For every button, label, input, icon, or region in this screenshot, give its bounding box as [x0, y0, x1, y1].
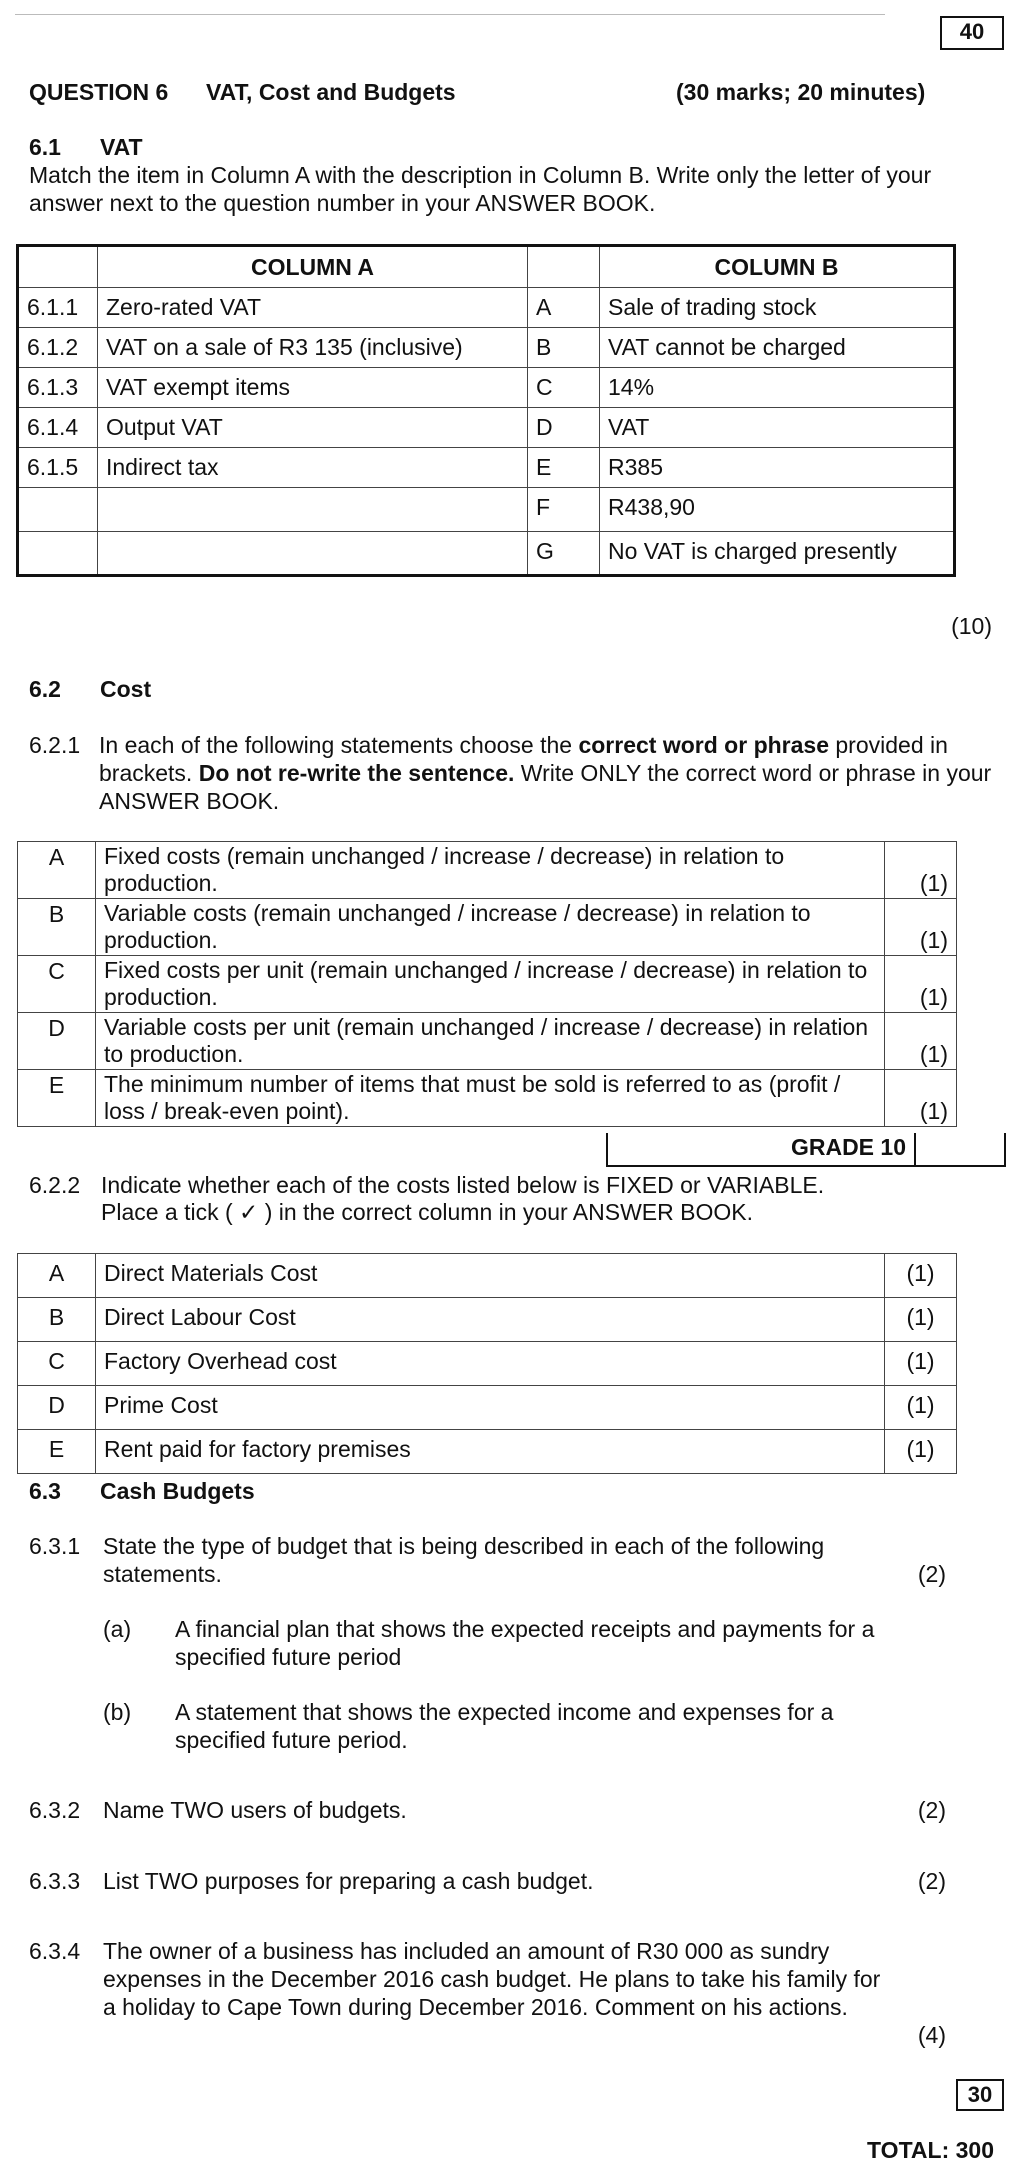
q631-b-text: A statement that shows the expected income and expenses for a specified future period. — [175, 1699, 834, 1753]
table-row: G No VAT is charged presently — [18, 532, 955, 576]
q621-instruction: In each of the following statements choose the correct word or phrase provided in brackets. Do not re-write the sentence. Write ONLY the correct word or phrase in your ANSWER BOOK. — [99, 732, 992, 814]
q631-b-label: (b) — [103, 1699, 132, 1725]
q622-line2: Place a tick ( ✓ ) in the correct column in your ANSWER BOOK. — [101, 1199, 753, 1225]
q631-a-text: A financial plan that shows the expected receipts and payments for a specified future period — [175, 1616, 875, 1670]
q634-marks: (4) — [917, 2022, 946, 2048]
section-6-1-instruction: Match the item in Column A with the description in Column B. Write only the letter of your answer next to the question number in your ANSWER BOOK. — [29, 162, 932, 216]
fixed-variable-table — [17, 1253, 957, 1474]
q633-number: 6.3.3 — [29, 1868, 81, 1894]
column-b-header: COLUMN B — [600, 246, 955, 288]
matching-table-header — [18, 246, 955, 288]
cost-choice-table — [17, 841, 957, 1127]
q631-a-label: (a) — [103, 1616, 132, 1642]
section-6-1-title: VAT — [100, 134, 143, 160]
section-marks-box: 40 — [940, 16, 1004, 50]
section-6-1-marks: (10) — [951, 613, 992, 639]
column-a-header: COLUMN A — [98, 246, 528, 288]
q621-number: 6.2.1 — [29, 732, 81, 758]
table-row: B Direct Labour Cost (1) — [18, 1298, 957, 1342]
q633-text: List TWO purposes for preparing a cash budget. — [103, 1868, 594, 1894]
table-row: 6.1.4 Output VAT D VAT — [18, 408, 955, 448]
q632-marks: (2) — [917, 1797, 946, 1823]
table-row: 6.1.5 Indirect tax E R385 — [18, 448, 955, 488]
table-row: E The minimum number of items that must be sold is referred to as (profit / loss / break-even point). (1) — [18, 1070, 957, 1127]
q632-text: Name TWO users of budgets. — [103, 1797, 407, 1823]
table-row: B Variable costs (remain unchanged / increase / decrease) in relation to production. (1) — [18, 899, 957, 956]
q634-text: The owner of a business has included an amount of R30 000 as sundry expenses in the December 2016 cash budget. He plans to take his family for a holiday to Cape Town during December 2016. Comment on his actions. — [103, 1938, 881, 2020]
q632-number: 6.3.2 — [29, 1797, 81, 1823]
q622-number: 6.2.2 — [29, 1172, 81, 1198]
section-6-2-title: Cost — [100, 676, 152, 702]
section-6-3-number: 6.3 — [29, 1478, 61, 1504]
table-row: F R438,90 — [18, 488, 955, 532]
subtotal-box: 30 — [956, 2079, 1004, 2111]
table-row: C Factory Overhead cost (1) — [18, 1342, 957, 1386]
grand-total: TOTAL: 300 — [867, 2137, 994, 2163]
table-row: A Direct Materials Cost (1) — [18, 1254, 957, 1298]
table-row: D Variable costs per unit (remain unchanged / increase / decrease) in relation to production. (1) — [18, 1013, 957, 1070]
q631-number: 6.3.1 — [29, 1533, 81, 1559]
section-6-2-number: 6.2 — [29, 676, 61, 702]
grade-label: GRADE 10 — [790, 1134, 906, 1160]
grade-box-divider — [914, 1133, 916, 1165]
table-row: E Rent paid for factory premises (1) — [18, 1430, 957, 1474]
table-row: 6.1.3 VAT exempt items C 14% — [18, 368, 955, 408]
question-label: QUESTION 6 — [29, 79, 169, 105]
question-marks: (30 marks; 20 minutes) — [676, 79, 926, 105]
q633-marks: (2) — [917, 1868, 946, 1894]
q631-text: State the type of budget that is being described in each of the following statements. — [103, 1533, 825, 1587]
q631-marks: (2) — [917, 1561, 946, 1587]
table-row: A Fixed costs (remain unchanged / increase / decrease) in relation to production. (1) — [18, 842, 957, 899]
table-row: C Fixed costs per unit (remain unchanged / increase / decrease) in relation to production. (1) — [18, 956, 957, 1013]
top-rule — [15, 14, 885, 15]
section-6-3-title: Cash Budgets — [100, 1478, 255, 1504]
table-row: D Prime Cost (1) — [18, 1386, 957, 1430]
matching-table — [16, 244, 956, 577]
table-row: 6.1.1 Zero-rated VAT A Sale of trading stock — [18, 288, 955, 328]
q634-number: 6.3.4 — [29, 1938, 81, 1964]
section-6-1-number: 6.1 — [29, 134, 61, 160]
grade-box — [606, 1133, 1006, 1167]
q622-line1: Indicate whether each of the costs listed below is FIXED or VARIABLE. — [101, 1172, 825, 1198]
table-row: 6.1.2 VAT on a sale of R3 135 (inclusive) B VAT cannot be charged — [18, 328, 955, 368]
question-title: VAT, Cost and Budgets — [206, 79, 456, 105]
